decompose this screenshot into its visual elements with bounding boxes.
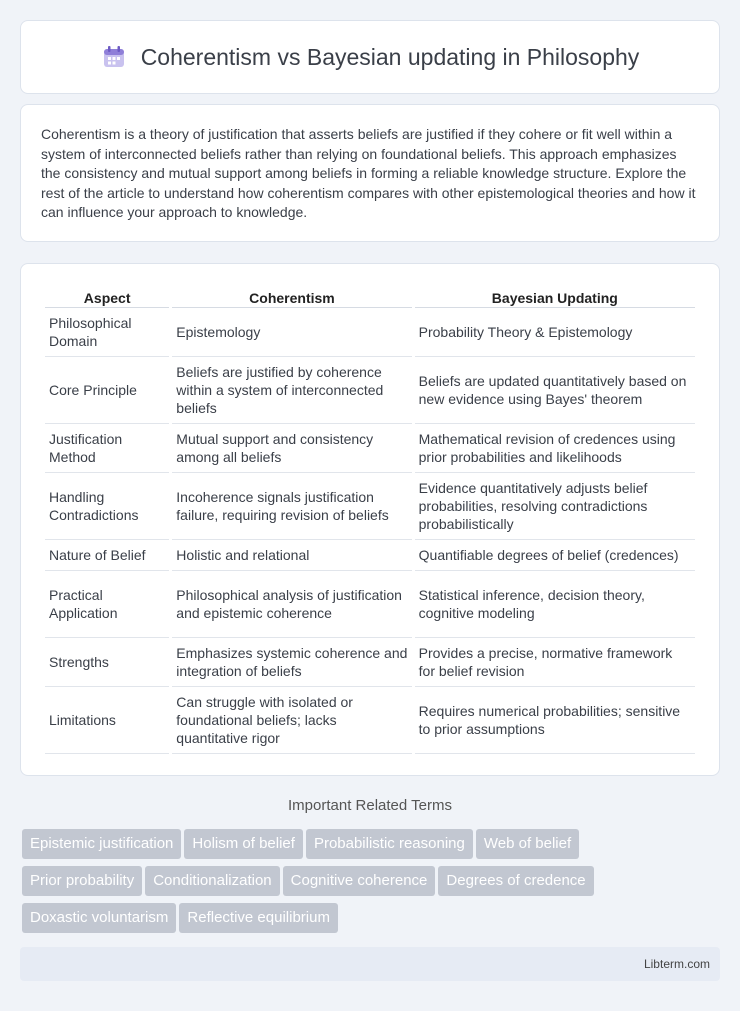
table-row xyxy=(45,424,695,473)
table-cell: Nature of Belief xyxy=(45,540,169,571)
page-title: Coherentism vs Bayesian updating in Philosophy xyxy=(140,43,640,70)
table-cell: Holistic and relational xyxy=(172,540,411,571)
table-cell: Core Principle xyxy=(45,357,169,424)
related-term-tag[interactable]: Cognitive coherence xyxy=(283,866,436,896)
table-row xyxy=(45,473,695,540)
footer xyxy=(20,947,720,981)
table-row xyxy=(45,308,695,357)
table-cell: Quantifiable degrees of belief (credences) xyxy=(415,540,695,571)
table-row xyxy=(45,540,695,571)
table-cell: Philosophical analysis of justification and epistemic coherence xyxy=(172,571,411,638)
table-cell: Evidence quantitatively adjusts belief probabilities, resolving contradictions probabilistically xyxy=(415,473,695,540)
table-cell: Philosophical Domain xyxy=(45,308,169,357)
table-cell: Beliefs are justified by coherence within a system of interconnected beliefs xyxy=(172,357,411,424)
calendar-icon xyxy=(101,44,127,70)
related-term-tag[interactable]: Holism of belief xyxy=(184,829,303,859)
related-term-tag[interactable]: Epistemic justification xyxy=(22,829,181,859)
table-cell: Practical Application xyxy=(45,571,169,638)
related-term-tag[interactable]: Doxastic voluntarism xyxy=(22,903,176,933)
table-cell: Probability Theory & Epistemology xyxy=(415,308,695,357)
related-term-tag[interactable]: Conditionalization xyxy=(145,866,279,896)
table-header-row xyxy=(45,284,695,308)
related-term-tag[interactable]: Degrees of credence xyxy=(438,866,593,896)
table-cell: Can struggle with isolated or foundational beliefs; lacks quantitative rigor xyxy=(172,687,411,754)
table-cell: Justification Method xyxy=(45,424,169,473)
intro-card xyxy=(20,104,720,242)
table-cell: Epistemology xyxy=(172,308,411,357)
comparison-table-card xyxy=(20,263,720,776)
related-term-tag[interactable]: Reflective equilibrium xyxy=(179,903,338,933)
related-terms-list xyxy=(22,829,722,940)
table-cell: Mutual support and consistency among all beliefs xyxy=(172,424,411,473)
table-row xyxy=(45,357,695,424)
table-row xyxy=(45,571,695,638)
table-cell: Emphasizes systemic coherence and integration of beliefs xyxy=(172,638,411,687)
related-term-tag[interactable]: Prior probability xyxy=(22,866,142,896)
table-cell: Mathematical revision of credences using prior probabilities and likelihoods xyxy=(415,424,695,473)
table-cell: Limitations xyxy=(45,687,169,754)
related-terms-title: Important Related Terms xyxy=(288,797,452,814)
table-cell: Strengths xyxy=(45,638,169,687)
table-cell: Incoherence signals justification failure, requiring revision of beliefs xyxy=(172,473,411,540)
table-cell: Requires numerical probabilities; sensitive to prior assumptions xyxy=(415,687,695,754)
intro-text: Coherentism is a theory of justification that asserts beliefs are justified if they cohere or fit well within a system of interconnected beliefs rather than relying on foundational beliefs. This approach emphasizes the consistency and mutual support among beliefs in forming a reliable knowledge structure. Explore the rest of the article to understand how coherentism compares with other epistemological theories and how it can influence your approach to knowledge. xyxy=(41,126,696,220)
header-card xyxy=(20,20,720,94)
table-cell: Handling Contradictions xyxy=(45,473,169,540)
related-term-tag[interactable]: Probabilistic reasoning xyxy=(306,829,473,859)
header-coherentism: Coherentism xyxy=(172,284,411,308)
table-cell: Provides a precise, normative framework for belief revision xyxy=(415,638,695,687)
header-aspect: Aspect xyxy=(45,284,169,308)
table-cell: Beliefs are updated quantitatively based on new evidence using Bayes' theorem xyxy=(415,357,695,424)
header-bayesian: Bayesian Updating xyxy=(415,284,695,308)
table-row xyxy=(45,687,695,754)
table-cell: Statistical inference, decision theory, cognitive modeling xyxy=(415,571,695,638)
footer-site-link[interactable]: Libterm.com xyxy=(643,957,710,971)
comparison-table xyxy=(42,284,698,754)
table-row xyxy=(45,638,695,687)
related-term-tag[interactable]: Web of belief xyxy=(476,829,579,859)
